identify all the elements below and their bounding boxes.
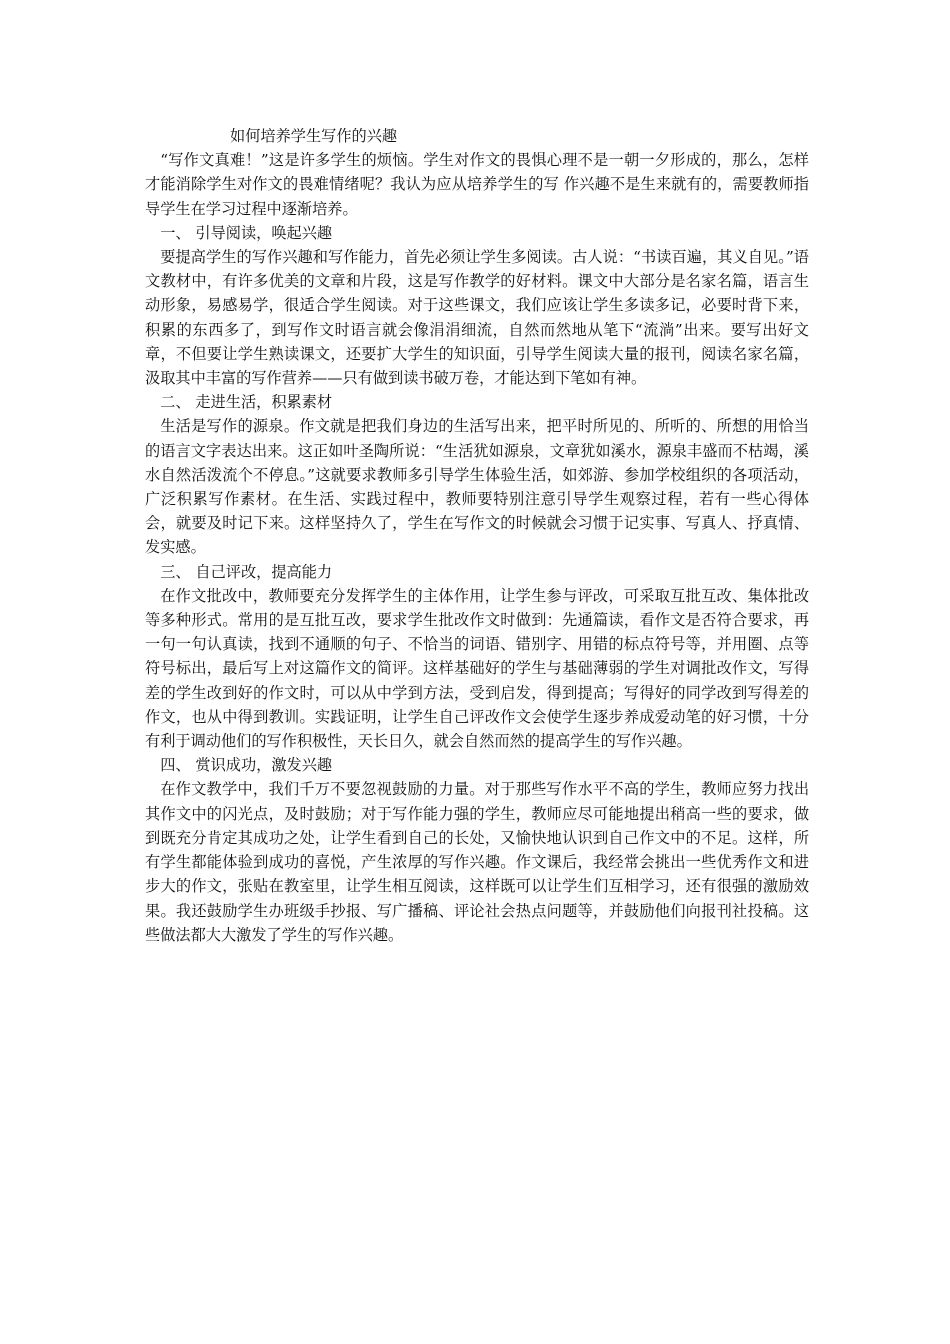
section-body: 在作文教学中，我们千万不要忽视鼓励的力量。对于那些写作水平不高的学生，教师应努力找出其作文中的闪光点，及时鼓励；对于写作能力强的学生，教师应尽可能地提出稍高一些的要求，做到既充分肯定其成功之处，让学生看到自己的长处，又愉快地认识到自己作文中的不足。这样，所有学生都能体验到成功的喜悦，产生浓厚的写作兴趣。作文课后，我经常会挑出一些优秀作文和进步大的作文，张贴在教室里，让学生相互阅读，这样既可以让学生们互相学习，还有很强的激励效果。我还鼓励学生办班级手抄报、写广播稿、评论社会热点问题等，并鼓励他们向报刊社投稿。这些做法都大大激发了学生的写作兴趣。 <box>145 780 809 944</box>
document-page <box>145 124 809 947</box>
section-heading: 二、 走进生活，积累素材 <box>160 393 333 412</box>
document-title: 如何培养学生写作的兴趣 <box>230 127 398 145</box>
section-body: 生活是写作的源泉。作文就是把我们身边的生活写出来，把平时所见的、所听的、所想的用恰当的语言文字表达出来。这正如叶圣陶所说：“生活犹如源泉，文章犹如溪水，源泉丰盛而不枯竭，溪水自然活泼流个不停息。”这就要求教师多引导学生体验生活，如郊游、参加学校组织的各项活动，广泛积累写作素材。在生活、实践过程中，教师要特别注意引导学生观察过程，若有一些心得体会，就要及时记下来。这样坚持久了，学生在写作文的时候就会习惯于记实事、写真人、抒真情、发实感。 <box>145 417 809 557</box>
section-heading: 四、 赏识成功，激发兴趣 <box>160 756 333 775</box>
section-heading: 三、 自己评改，提高能力 <box>160 562 333 581</box>
section-body: 要提高学生的写作兴趣和写作能力，首先必须让学生多阅读。古人说：“书读百遍，其义自见。”语文教材中，有许多优美的文章和片段，这是写作教学的好材料。课文中大部分是名家名篇，语言生动形象，易感易学，很适合学生阅读。对于这些课文，我们应该让学生多读多记，必要时背下来，积累的东西多了，到写作文时语言就会像涓涓细流，自然而然地从笔下“流淌”出来。要写出好文章，不但要让学生熟读课文，还要扩大学生的知识面，引导学生阅读大量的报刊，阅读名家名篇，汲取其中丰富的写作营养——只有做到读书破万卷，才能达到下笔如有神。 <box>145 248 809 388</box>
section-body: 在作文批改中，教师要充分发挥学生的主体作用，让学生参与评改，可采取互批互改、集体批改等多种形式。常用的是互批互改，要求学生批改作文时做到：先通篇读，看作文是否符合要求，再一句一句认真读，找到不通顺的句子、不恰当的词语、错别字、用错的标点符号等，并用圈、点等符号标出，最后写上对这篇作文的简评。这样基础好的学生与基础薄弱的学生对调批改作文，写得差的学生改到好的作文时，可以从中学到方法，受到启发，得到提高；写得好的同学改到写得差的作文，也从中得到教训。实践证明，让学生自己评改作文会使学生逐步养成爱动笔的好习惯，十分有利于调动他们的写作积极性，天长日久，就会自然而然的提高学生的写作兴趣。 <box>145 586 809 751</box>
intro-paragraph: “写作文真难！”这是许多学生的烦恼。学生对作文的畏惧心理不是一朝一夕形成的，那么，怎样才能消除学生对作文的畏难情绪呢？我认为应从培养学生的写 作兴趣不是生来就有的，需要教师指导学生在学习过程中逐渐培养。 <box>145 151 809 218</box>
section-heading: 一、 引导阅读，唤起兴趣 <box>160 223 333 242</box>
